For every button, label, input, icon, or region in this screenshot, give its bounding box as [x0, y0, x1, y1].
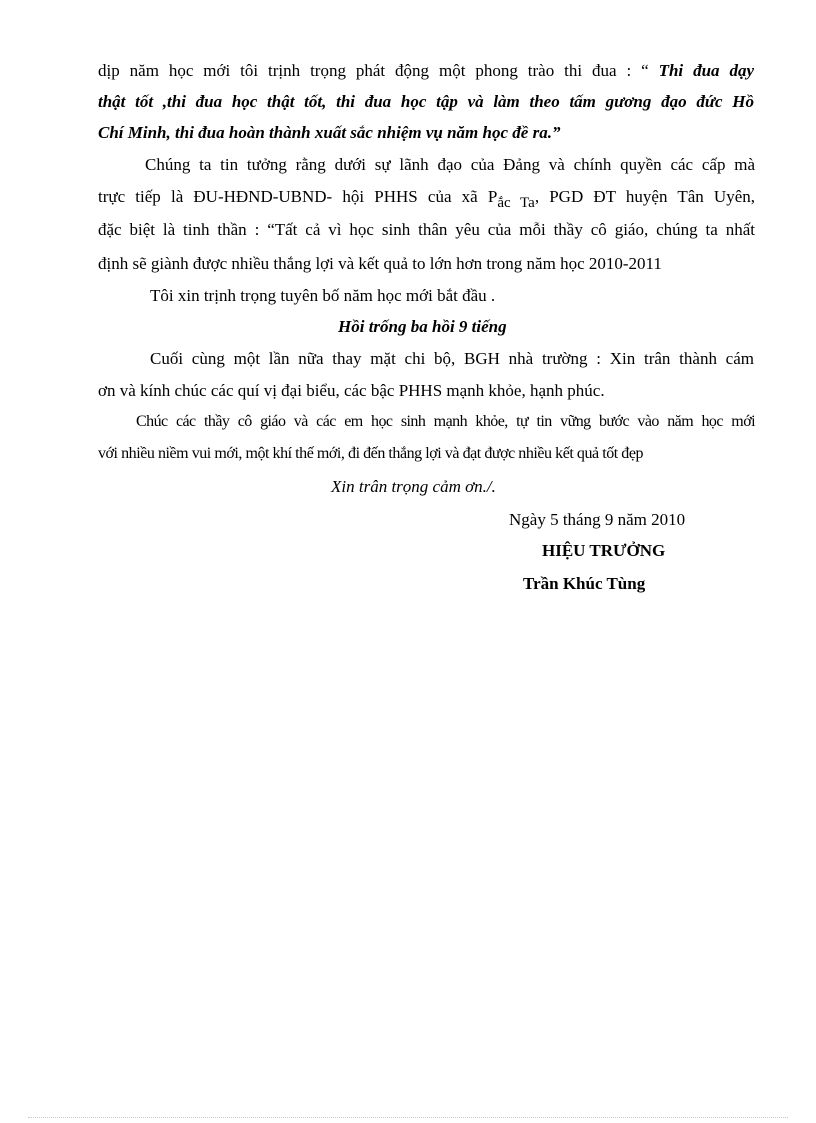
paragraph-4-line-2: ơn và kính chúc các quí vị đại biểu, các bậc PHHS mạnh khỏe, hạnh phúc.: [98, 381, 605, 400]
paragraph-2-line-4: định sẽ giành được nhiều thắng lợi và kết quả to lớn hơn trong năm học 2010-2011: [98, 254, 662, 273]
paragraph-2-line-2: [98, 186, 755, 209]
paragraph-3: Tôi xin trịnh trọng tuyên bố năm học mới bắt đầu .: [150, 286, 496, 305]
paragraph-1-line-1-plain: dịp năm học mới tôi trịnh trọng phát động một phong trào thi đua : “: [98, 61, 659, 80]
paragraph-5-line-2: với nhiều niềm vui mới, một khí thế mới, đi đến thắng lợi và đạt được nhiều kết quả tốt đẹp: [98, 445, 644, 462]
paragraph-2-line-2-subscript: ắc Ta: [497, 195, 535, 211]
paragraph-1-line-1: [98, 60, 754, 82]
page-bottom-divider: [28, 1117, 788, 1118]
paragraph-2-line-2-post: , PGD ĐT huyện Tân Uyên,: [534, 187, 755, 206]
signer-name: Trần Khúc Tùng: [523, 574, 646, 593]
paragraph-1-line-1-bold: Thi đua dạy: [658, 61, 755, 80]
signature-date: Ngày 5 tháng 9 năm 2010: [509, 510, 686, 529]
paragraph-5-line-1: Chúc các thầy cô giáo và các em học sinh mạnh khỏe, tự tin vững bước vào năm học mới: [136, 413, 755, 430]
paragraph-4-line-1: Cuối cùng một lần nữa thay mặt chi bộ, BGH nhà trường : Xin trân thành cám: [150, 349, 754, 368]
paragraph-2-line-1: Chúng ta tin tưởng rằng dưới sự lãnh đạo của Đảng và chính quyền các cấp mà: [145, 155, 755, 174]
signer-title: HIỆU TRƯỞNG: [542, 541, 666, 560]
thanks-line: Xin trân trọng cảm ơn./.: [331, 477, 496, 496]
drum-heading: Hồi trống ba hồi 9 tiếng: [338, 317, 507, 336]
paragraph-1-line-3: Chí Minh, thi đua hoàn thành xuất sắc nhiệm vụ năm học đề ra.”: [98, 123, 561, 142]
paragraph-2-line-3: đặc biệt là tinh thần : “Tất cả vì học sinh thân yêu của mỗi thầy cô giáo, chúng ta nhất: [98, 220, 755, 239]
paragraph-2-line-2-pre: trực tiếp là ĐU-HĐND-UBND- hội PHHS của xã P: [98, 187, 498, 206]
paragraph-1-line-2: thật tốt ,thi đua học thật tốt, thi đua học tập và làm theo tấm gương đạo đức Hồ: [98, 92, 754, 111]
